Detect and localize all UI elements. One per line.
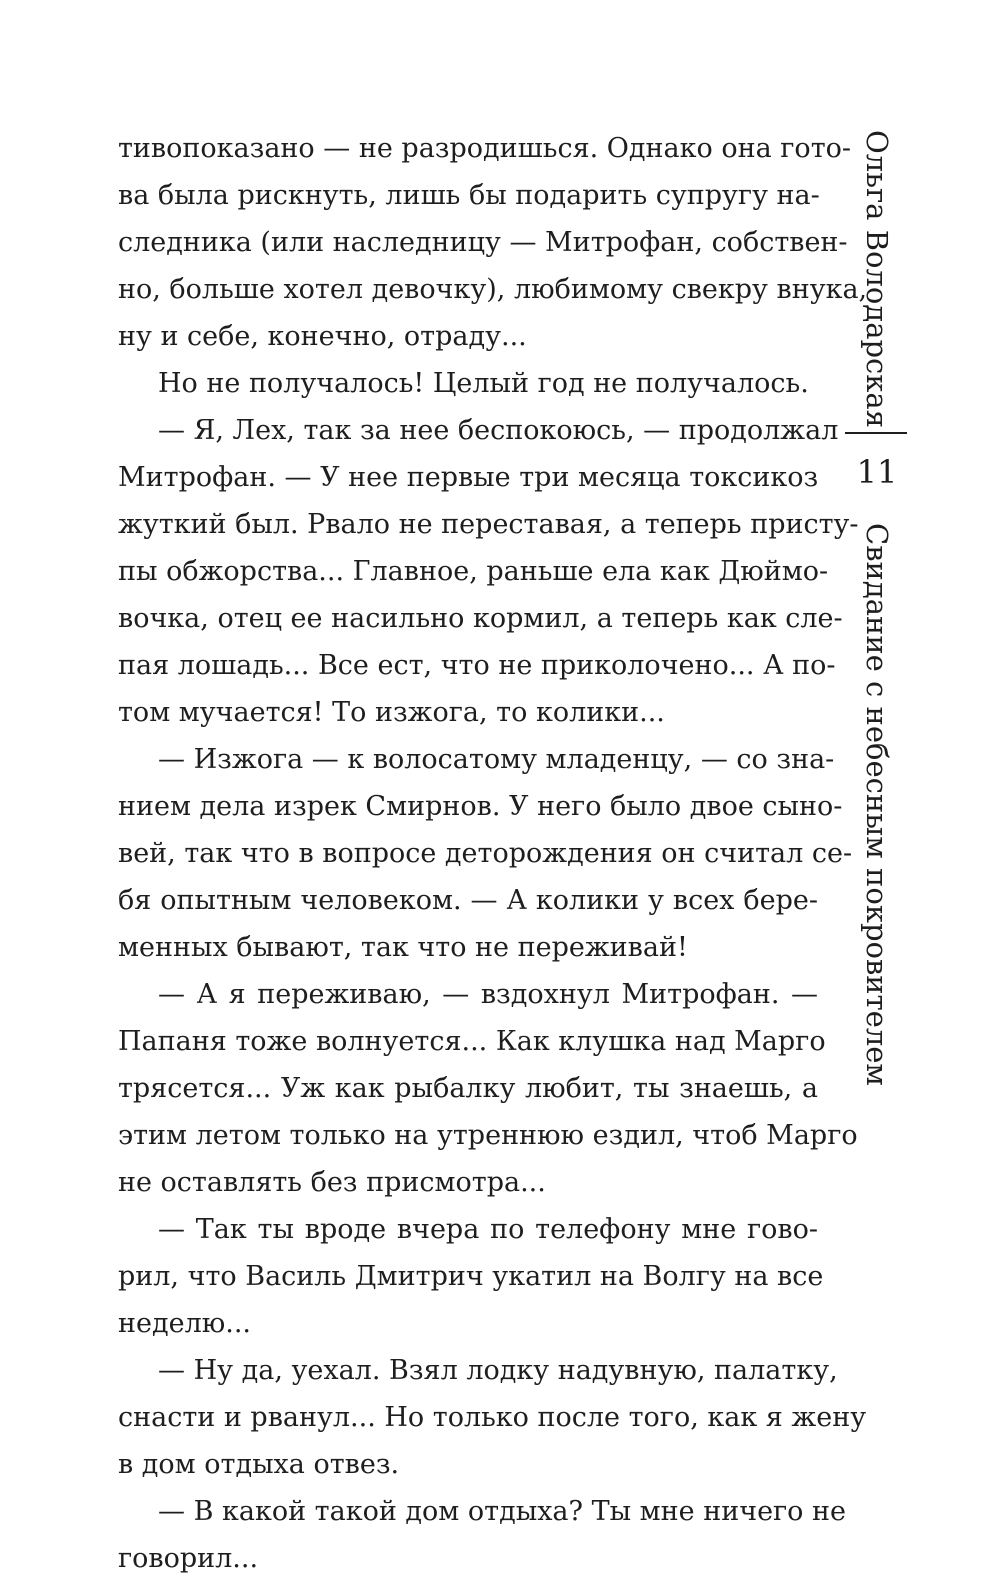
- text-line: Но не получалось! Целый год не получалось.: [158, 368, 809, 399]
- text-line: трясется... Уж как рыбалку любит, ты знаешь, а: [118, 1073, 818, 1104]
- text-line: пы обжорства... Главное, раньше ела как Дюймо-: [118, 556, 829, 587]
- text-line: Папаня тоже волнуется... Как клушка над Марго: [118, 1026, 826, 1057]
- text-line: ва была рискнуть, лишь бы подарить супругу на-: [118, 180, 820, 211]
- text-line: — Ну да, уехал. Взял лодку надувную, палатку,: [158, 1355, 838, 1386]
- page-number: 11: [856, 453, 898, 491]
- text-line: — В какой такой дом отдыха? Ты мне ничего не: [158, 1496, 846, 1527]
- text-line: том мучается! То изжога, то колики...: [118, 697, 665, 728]
- text-line: — Изжога — к волосатому младенцу, — со зна-: [158, 744, 835, 775]
- text-line: Митрофан. — У нее первые три месяца токсикоз: [118, 462, 819, 493]
- book-title: Свидание с небесным покровителем: [860, 523, 894, 1086]
- text-line: снасти и рванул... Но только после того, как я жену: [118, 1402, 867, 1433]
- text-line: вей, так что в вопросе деторождения он считал се-: [118, 838, 853, 869]
- text-line: неделю...: [118, 1308, 251, 1339]
- text-line: — Я, Лех, так за нее беспокоюсь, — продолжал: [158, 415, 839, 446]
- body-text: [118, 125, 868, 1582]
- running-head: [845, 130, 909, 1086]
- text-line: — А я переживаю, — вздохнул Митрофан. —: [158, 979, 818, 1010]
- text-line: вочка, отец ее насильно кормил, а теперь как сле-: [118, 603, 843, 634]
- text-line: жуткий был. Рвало не переставая, а теперь присту-: [118, 509, 859, 540]
- text-line: следника (или наследницу — Митрофан, собствен-: [118, 227, 848, 258]
- folio-divider: [845, 432, 907, 434]
- text-line: рил, что Василь Дмитрич укатил на Волгу на все: [118, 1261, 824, 1292]
- text-line: этим летом только на утреннюю ездил, чтоб Марго: [118, 1120, 858, 1151]
- text-line: говорил...: [118, 1543, 259, 1574]
- text-line: пая лошадь... Все ест, что не приколочено... А по-: [118, 650, 836, 681]
- text-line: менных бывают, так что не переживай!: [118, 932, 688, 963]
- text-line: не оставлять без присмотра...: [118, 1167, 546, 1198]
- author-name: Ольга Володарская: [860, 130, 894, 429]
- text-line: тивопоказано — не разродишься. Однако она гото-: [118, 133, 852, 164]
- text-line: но, больше хотел девочку), любимому свекру внука,: [118, 274, 868, 305]
- text-line: нием дела изрек Смирнов. У него было двое сыно-: [118, 791, 843, 822]
- text-line: — Так ты вроде вчера по телефону мне гово-: [158, 1214, 818, 1245]
- text-line: в дом отдыха отвез.: [118, 1449, 400, 1480]
- text-line: бя опытным человеком. — А колики у всех бере-: [118, 885, 818, 916]
- text-line: ну и себе, конечно, отраду...: [118, 321, 527, 352]
